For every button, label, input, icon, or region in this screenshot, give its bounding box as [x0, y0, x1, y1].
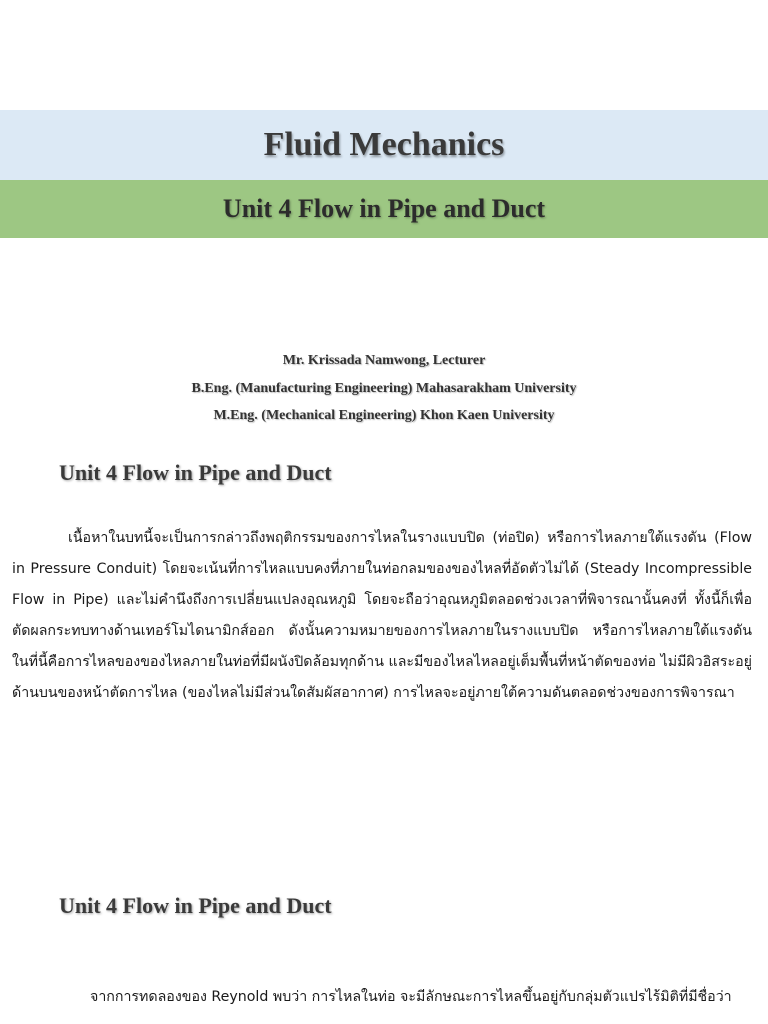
author-degree-beng: B.Eng. (Manufacturing Engineering) Mahasarakham University	[191, 380, 577, 396]
author-degree-meng: M.Eng. (Mechanical Engineering) Khon Kaen University	[213, 408, 555, 423]
author-credits	[0, 350, 768, 433]
author-name: Mr. Krissada Namwong, Lecturer	[282, 353, 486, 368]
section-paragraph: จากการทดลองของ Reynold พบว่า การไหลในท่อ จะมีลักษณะการไหลขึ้นอยู่กับกลุ่มตัวแปรไร้มิติที่มีชื่อว่า	[90, 989, 732, 1005]
section-heading: Unit 4 Flow in Pipe and Duct	[59, 893, 332, 918]
document-title: Fluid Mechanics	[263, 126, 505, 163]
subtitle-banner	[0, 180, 768, 238]
section-paragraph: เนื้อหาในบทนี้จะเป็นการกล่าวถึงพฤติกรรมของการไหลในรางแบบปิด (ท่อปิด) หรือการไหลภายใต้แรงดัน (Flow in Pressure Conduit) โดยจะเน้นที่การไหลแบบคงที่ภายในท่อกลมของของไหลที่อัดตัวไม่ได้ (Steady Incompressible Flow in Pipe) และไม่คำนึงถึงการเปลี่ยนแปลงอุณหภูมิ โดยจะถือว่าอุณหภูมิตลอดช่วงเวลาที่พิจารณานั้นคงที่ ทั้งนี้ก็เพื่อตัดผลกระทบทางด้านเทอร์โมไดนามิกส์ออก ดังนั้นความหมายของการไหลภายในรางแบบปิด หรือการไหลภายใต้แรงดัน ในที่นี้คือการไหลของของไหลภายในท่อที่มีผนังปิดล้อมทุกด้าน และมีของไหลไหลอยู่เต็มพื้นที่หน้าตัดของท่อ ไม่มีผิวอิสระอยู่ด้านบนของหน้าตัดการไหล (ของไหลไม่มีส่วนใดสัมผัสอากาศ) การไหลจะอยู่ภายใต้ความดันตลอดช่วงของการพิจารณา	[12, 530, 752, 701]
document-subtitle: Unit 4 Flow in Pipe and Duct	[222, 194, 546, 223]
section-heading: Unit 4 Flow in Pipe and Duct	[59, 460, 332, 485]
title-banner	[0, 110, 768, 180]
